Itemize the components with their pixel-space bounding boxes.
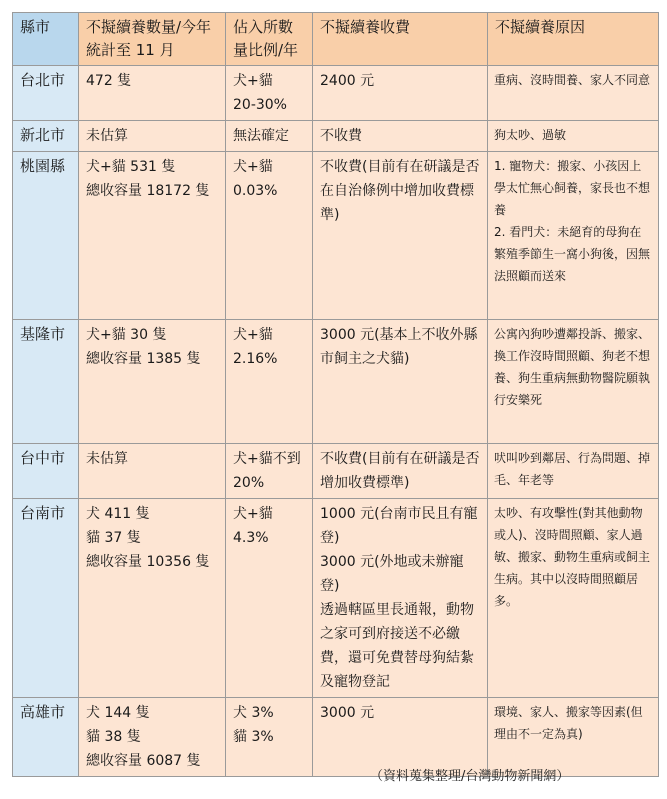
shelter-table <box>12 12 659 777</box>
cell-line: 貓 38 隻 <box>86 729 141 745</box>
cell-line: 3000 元 <box>320 705 375 721</box>
cell-line: 貓 3% <box>233 729 274 745</box>
ratio-cell <box>226 121 313 152</box>
count-cell <box>79 320 226 444</box>
cell-line: 公寓內狗吵遭鄰投訴、搬家、換工作沒時間照顧、狗老不想養、狗生重病無動物醫院願執行安樂死 <box>494 327 651 407</box>
cell-line: 犬+貓 <box>233 506 273 522</box>
count-cell <box>79 152 226 320</box>
city-cell: 基隆市 <box>13 320 79 444</box>
cell-line: 總收容量 1385 隻 <box>86 351 201 367</box>
table-row <box>13 152 659 320</box>
cell-line: 不收費(目前有在研議是否在自治條例中增加收費標準) <box>320 159 480 223</box>
cell-line: 0.03% <box>233 183 278 199</box>
cell-line: 未估算 <box>86 128 128 144</box>
cell-line: 透過轄區里長通報，動物之家可到府接送不必繳費，還可免費替母狗結紮及寵物登記 <box>320 602 474 690</box>
header-count: 不擬續養數量/今年統計至 11 月 <box>79 13 226 66</box>
cell-line: 1. 寵物犬：搬家、小孩因上學太忙無心飼養，家長也不想養 <box>494 159 651 217</box>
cell-line: 總收容量 10356 隻 <box>86 554 210 570</box>
count-cell <box>79 444 226 499</box>
cell-line: 犬+貓 30 隻 <box>86 327 167 343</box>
table-row <box>13 66 659 121</box>
reason-cell <box>488 320 659 444</box>
ratio-cell <box>226 499 313 698</box>
cell-line: 472 隻 <box>86 73 132 89</box>
cell-line: 不收費 <box>320 128 362 144</box>
source-caption: （資料蒐集整理/台灣動物新聞網） <box>370 769 570 784</box>
cell-line: 太吵、有攻擊性(對其他動物或人)、沒時間照顧、家人過敏、搬家、動物生重病或飼主生病。其中以沒時間照顧居多。 <box>494 506 651 608</box>
cell-line: 犬+貓 <box>233 159 273 175</box>
cell-line: 2400 元 <box>320 73 375 89</box>
fee-cell <box>313 444 488 499</box>
cell-line: 犬+貓 531 隻 <box>86 159 176 175</box>
cell-line: 2. 看門犬：未絕育的母狗在繁殖季節生一窩小狗後，因無法照顧而送來 <box>494 225 651 283</box>
reason-cell <box>488 152 659 320</box>
fee-cell <box>313 66 488 121</box>
reason-cell <box>488 66 659 121</box>
ratio-cell <box>226 66 313 121</box>
cell-line: 4.3% <box>233 530 269 546</box>
fee-cell <box>313 152 488 320</box>
city-cell: 台南市 <box>13 499 79 698</box>
table-body <box>13 66 659 777</box>
cell-line: 總收容量 6087 隻 <box>86 753 201 769</box>
cell-line: 未估算 <box>86 451 128 467</box>
header-reason: 不擬續養原因 <box>488 13 659 66</box>
ratio-cell <box>226 698 313 777</box>
count-cell <box>79 121 226 152</box>
city-cell: 新北市 <box>13 121 79 152</box>
fee-cell <box>313 499 488 698</box>
city-cell: 台北市 <box>13 66 79 121</box>
cell-line: 3000 元(外地或未辦寵登) <box>320 554 464 594</box>
fee-cell <box>313 320 488 444</box>
reason-cell <box>488 444 659 499</box>
cell-line: 無法確定 <box>233 128 289 144</box>
cell-line: 吠叫吵到鄰居、行為問題、掉毛、年老等 <box>494 451 651 487</box>
table-row <box>13 698 659 777</box>
table-row <box>13 121 659 152</box>
cell-line: 犬+貓 <box>233 327 273 343</box>
city-cell: 高雄市 <box>13 698 79 777</box>
cell-line: 犬+貓 <box>233 73 273 89</box>
header-fee: 不擬續養收費 <box>313 13 488 66</box>
city-cell: 台中市 <box>13 444 79 499</box>
cell-line: 1000 元(台南市民且有寵登) <box>320 506 478 546</box>
cell-line: 重病、沒時間養、家人不同意 <box>494 73 651 87</box>
table-row <box>13 499 659 698</box>
cell-line: 狗太吵、過敏 <box>494 128 567 142</box>
ratio-cell <box>226 320 313 444</box>
city-cell: 桃園縣 <box>13 152 79 320</box>
cell-line: 犬+貓不到 20% <box>233 451 301 491</box>
fee-cell <box>313 698 488 777</box>
cell-line: 犬 3% <box>233 705 274 721</box>
header-city: 縣市 <box>13 13 79 66</box>
reason-cell <box>488 121 659 152</box>
count-cell <box>79 66 226 121</box>
reason-cell <box>488 698 659 777</box>
cell-line: 犬 144 隻 <box>86 705 150 721</box>
ratio-cell <box>226 152 313 320</box>
header-ratio: 佔入所數量比例/年 <box>226 13 313 66</box>
ratio-cell <box>226 444 313 499</box>
table-row <box>13 320 659 444</box>
cell-line: 3000 元(基本上不收外縣市飼主之犬貓) <box>320 327 478 367</box>
cell-line: 環境、家人、搬家等因素(但理由不一定為真) <box>494 705 643 741</box>
cell-line: 總收容量 18172 隻 <box>86 183 210 199</box>
header-row <box>13 13 659 66</box>
count-cell <box>79 499 226 698</box>
cell-line: 20-30% <box>233 97 287 113</box>
table-header <box>13 13 659 66</box>
cell-line: 2.16% <box>233 351 278 367</box>
count-cell <box>79 698 226 777</box>
table-row <box>13 444 659 499</box>
cell-line: 貓 37 隻 <box>86 530 141 546</box>
cell-line: 犬 411 隻 <box>86 506 150 522</box>
cell-line: 不收費(目前有在研議是否增加收費標準) <box>320 451 480 491</box>
reason-cell <box>488 499 659 698</box>
fee-cell <box>313 121 488 152</box>
